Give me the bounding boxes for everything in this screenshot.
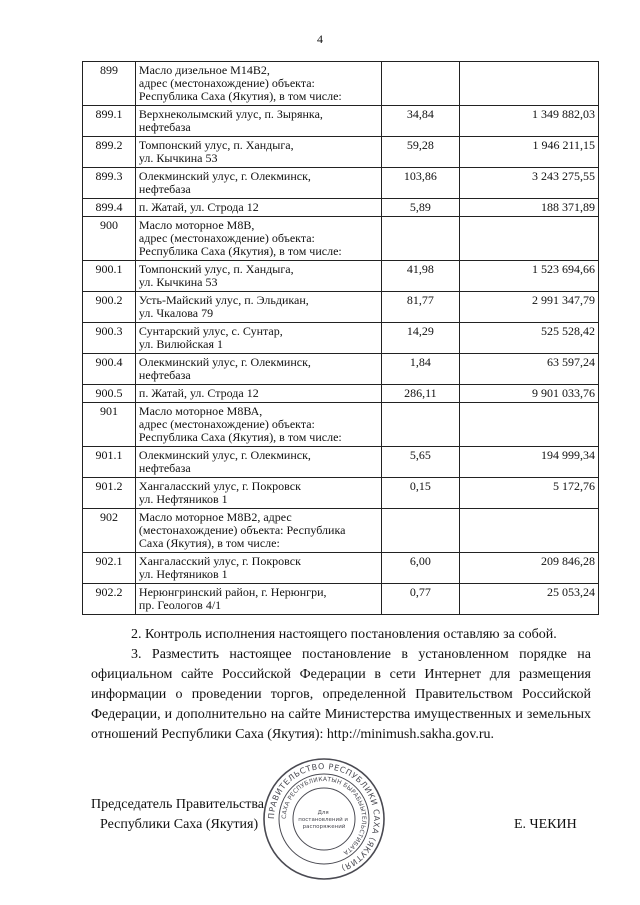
table-row [83, 323, 599, 354]
item-description-line: адрес (местонахождение) объекта: [138, 231, 315, 245]
item-description-cell [135, 168, 381, 199]
row-number-cell: 900.3 [83, 323, 136, 354]
table-row [83, 553, 599, 584]
item-description-line: Республика Саха (Якутия), в том числе: [138, 89, 342, 103]
quantity-cell: 286,11 [382, 385, 459, 403]
amount-cell: 1 523 694,66 [459, 261, 598, 292]
item-description-line: Масло дизельное М14В2, [138, 63, 270, 77]
item-description-line: Республика Саха (Якутия), в том числе: [138, 244, 342, 258]
row-number-cell: 900.4 [83, 354, 136, 385]
amount-cell: 188 371,89 [459, 199, 598, 217]
signatory-name: Е. ЧЕКИН [514, 817, 577, 832]
item-description-line: пр. Геологов 4/1 [138, 598, 222, 612]
item-description-line: Олекминский улус, г. Олекминск, [138, 355, 311, 369]
item-description-cell [135, 217, 381, 261]
item-description-line: нефтебаза [138, 120, 191, 134]
item-description-line: ул. Нефтяников 1 [138, 492, 228, 506]
item-description-line: Нерюнгринский район, г. Нерюнгри, [138, 585, 327, 599]
quantity-cell: 14,29 [382, 323, 459, 354]
row-number-cell: 899.1 [83, 106, 136, 137]
paragraph-publish: 3. Разместить настоящее постановление в установленном порядке на официальном сайте Российской Федерации в сети Интернет для размещения информации о проведении торгов, определенной Правительством Российской Федерации, и дополнительно на сайте Министерства имущественных и земельных отношений Республики Саха (Якутия): http://minimush.sakha.gov.ru. [91, 647, 591, 742]
page-number: 4 [317, 32, 323, 46]
signatory-title-line-2: Республики Саха (Якутия) [100, 817, 259, 832]
item-description-cell [135, 199, 381, 217]
seal-outer-text: ПРАВИТЕЛЬСТВО РЕСПУБЛИКИ САХА (ЯКУТИЯ) [266, 761, 382, 873]
amount-cell: 63 597,24 [459, 354, 598, 385]
quantity-cell [382, 217, 459, 261]
property-table [82, 61, 599, 615]
item-description-line: ул. Нефтяников 1 [138, 567, 228, 581]
item-description-line: Томпонский улус, п. Хандыга, [138, 262, 294, 276]
table-row [83, 62, 599, 106]
row-number-cell: 900.1 [83, 261, 136, 292]
amount-cell: 1 349 882,03 [459, 106, 598, 137]
table-row [83, 261, 599, 292]
item-description-cell [135, 137, 381, 168]
row-number-cell: 902 [83, 509, 136, 553]
item-description-line: Томпонский улус, п. Хандыга, [138, 138, 294, 152]
amount-cell [459, 62, 598, 106]
item-description-cell [135, 385, 381, 403]
amount-cell: 3 243 275,55 [459, 168, 598, 199]
quantity-cell: 59,28 [382, 137, 459, 168]
quantity-cell: 41,98 [382, 261, 459, 292]
item-description-line: Саха (Якутия), в том числе: [138, 536, 280, 550]
row-number-cell: 899 [83, 62, 136, 106]
amount-cell: 194 999,34 [459, 447, 598, 478]
item-description-cell [135, 403, 381, 447]
quantity-cell: 0,77 [382, 584, 459, 615]
item-description-line: (местонахождение) объекта: Республика [138, 523, 346, 537]
item-description-cell [135, 323, 381, 354]
item-description-cell [135, 292, 381, 323]
signatory-title-line-1: Председатель Правительства [91, 797, 264, 812]
item-description-line: ул. Вилюйская 1 [138, 337, 224, 351]
row-number-cell: 901 [83, 403, 136, 447]
item-description-cell [135, 584, 381, 615]
item-description-line: адрес (местонахождение) объекта: [138, 76, 315, 90]
item-description-cell [135, 62, 381, 106]
row-number-cell: 900.2 [83, 292, 136, 323]
quantity-cell: 5,89 [382, 199, 459, 217]
amount-cell: 5 172,76 [459, 478, 598, 509]
amount-cell [459, 509, 598, 553]
item-description-line: ул. Кычкина 53 [138, 151, 218, 165]
amount-cell: 525 528,42 [459, 323, 598, 354]
table-row [83, 403, 599, 447]
table-row [83, 106, 599, 137]
quantity-cell: 0,15 [382, 478, 459, 509]
amount-cell: 2 991 347,79 [459, 292, 598, 323]
amount-cell: 25 053,24 [459, 584, 598, 615]
amount-cell: 1 946 211,15 [459, 137, 598, 168]
item-description-line: Верхнеколымский улус, п. Зырянка, [138, 107, 323, 121]
quantity-cell [382, 509, 459, 553]
seal-inner-text: САХА РЕСПУБЛИКАТЫН БЫРАБЫЫТЕЛЬСТИБАТА [280, 775, 368, 857]
item-description-line: Масло моторное М8ВА, [138, 404, 263, 418]
item-description-line: Сунтарский улус, с. Сунтар, [138, 324, 283, 338]
item-description-line: п. Жатай, ул. Строда 12 [138, 386, 259, 400]
quantity-cell: 5,65 [382, 447, 459, 478]
amount-cell: 9 901 033,76 [459, 385, 598, 403]
official-seal [261, 756, 387, 882]
item-description-cell [135, 261, 381, 292]
item-description-line: ул. Чкалова 79 [138, 306, 214, 320]
table-row [83, 137, 599, 168]
table-row [83, 385, 599, 403]
item-description-line: Масло моторное М8В2, адрес [138, 510, 292, 524]
paragraph-control: 2. Контроль исполнения настоящего постановления оставляю за собой. [131, 627, 557, 642]
row-number-cell: 902.2 [83, 584, 136, 615]
quantity-cell [382, 403, 459, 447]
item-description-cell [135, 447, 381, 478]
quantity-cell: 81,77 [382, 292, 459, 323]
item-description-line: Хангаласский улус, г. Покровск [138, 554, 301, 568]
table-row [83, 168, 599, 199]
quantity-cell: 1,84 [382, 354, 459, 385]
item-description-line: Олекминский улус, г. Олекминск, [138, 169, 311, 183]
table-row [83, 217, 599, 261]
item-description-line: Республика Саха (Якутия), в том числе: [138, 430, 342, 444]
row-number-cell: 899.3 [83, 168, 136, 199]
item-description-cell [135, 509, 381, 553]
item-description-line: адрес (местонахождение) объекта: [138, 417, 315, 431]
item-description-line: Масло моторное М8В, [138, 218, 255, 232]
table-row [83, 447, 599, 478]
item-description-line: нефтебаза [138, 182, 191, 196]
item-description-line: Хангаласский улус, г. Покровск [138, 479, 301, 493]
seal-center-text: Для постановлений и распоряжений [298, 810, 348, 830]
item-description-line: п. Жатай, ул. Строда 12 [138, 200, 259, 214]
item-description-line: нефтебаза [138, 368, 191, 382]
item-description-cell [135, 106, 381, 137]
row-number-cell: 901.1 [83, 447, 136, 478]
row-number-cell: 899.2 [83, 137, 136, 168]
row-number-cell: 901.2 [83, 478, 136, 509]
row-number-cell: 900.5 [83, 385, 136, 403]
item-description-line: нефтебаза [138, 461, 191, 475]
quantity-cell [382, 62, 459, 106]
item-description-cell [135, 553, 381, 584]
amount-cell [459, 403, 598, 447]
table-row [83, 509, 599, 553]
amount-cell [459, 217, 598, 261]
table-row [83, 584, 599, 615]
table-row [83, 199, 599, 217]
item-description-cell [135, 354, 381, 385]
table-body [83, 62, 599, 615]
quantity-cell: 34,84 [382, 106, 459, 137]
item-description-line: Олекминский улус, г. Олекминск, [138, 448, 311, 462]
signatory-title [91, 795, 264, 835]
item-description-line: Усть-Майский улус, п. Эльдикан, [138, 293, 309, 307]
row-number-cell: 900 [83, 217, 136, 261]
table-row [83, 292, 599, 323]
row-number-cell: 902.1 [83, 553, 136, 584]
item-description-cell [135, 478, 381, 509]
row-number-cell: 899.4 [83, 199, 136, 217]
item-description-line: ул. Кычкина 53 [138, 275, 218, 289]
table-row [83, 478, 599, 509]
amount-cell: 209 846,28 [459, 553, 598, 584]
table-row [83, 354, 599, 385]
quantity-cell: 103,86 [382, 168, 459, 199]
quantity-cell: 6,00 [382, 553, 459, 584]
